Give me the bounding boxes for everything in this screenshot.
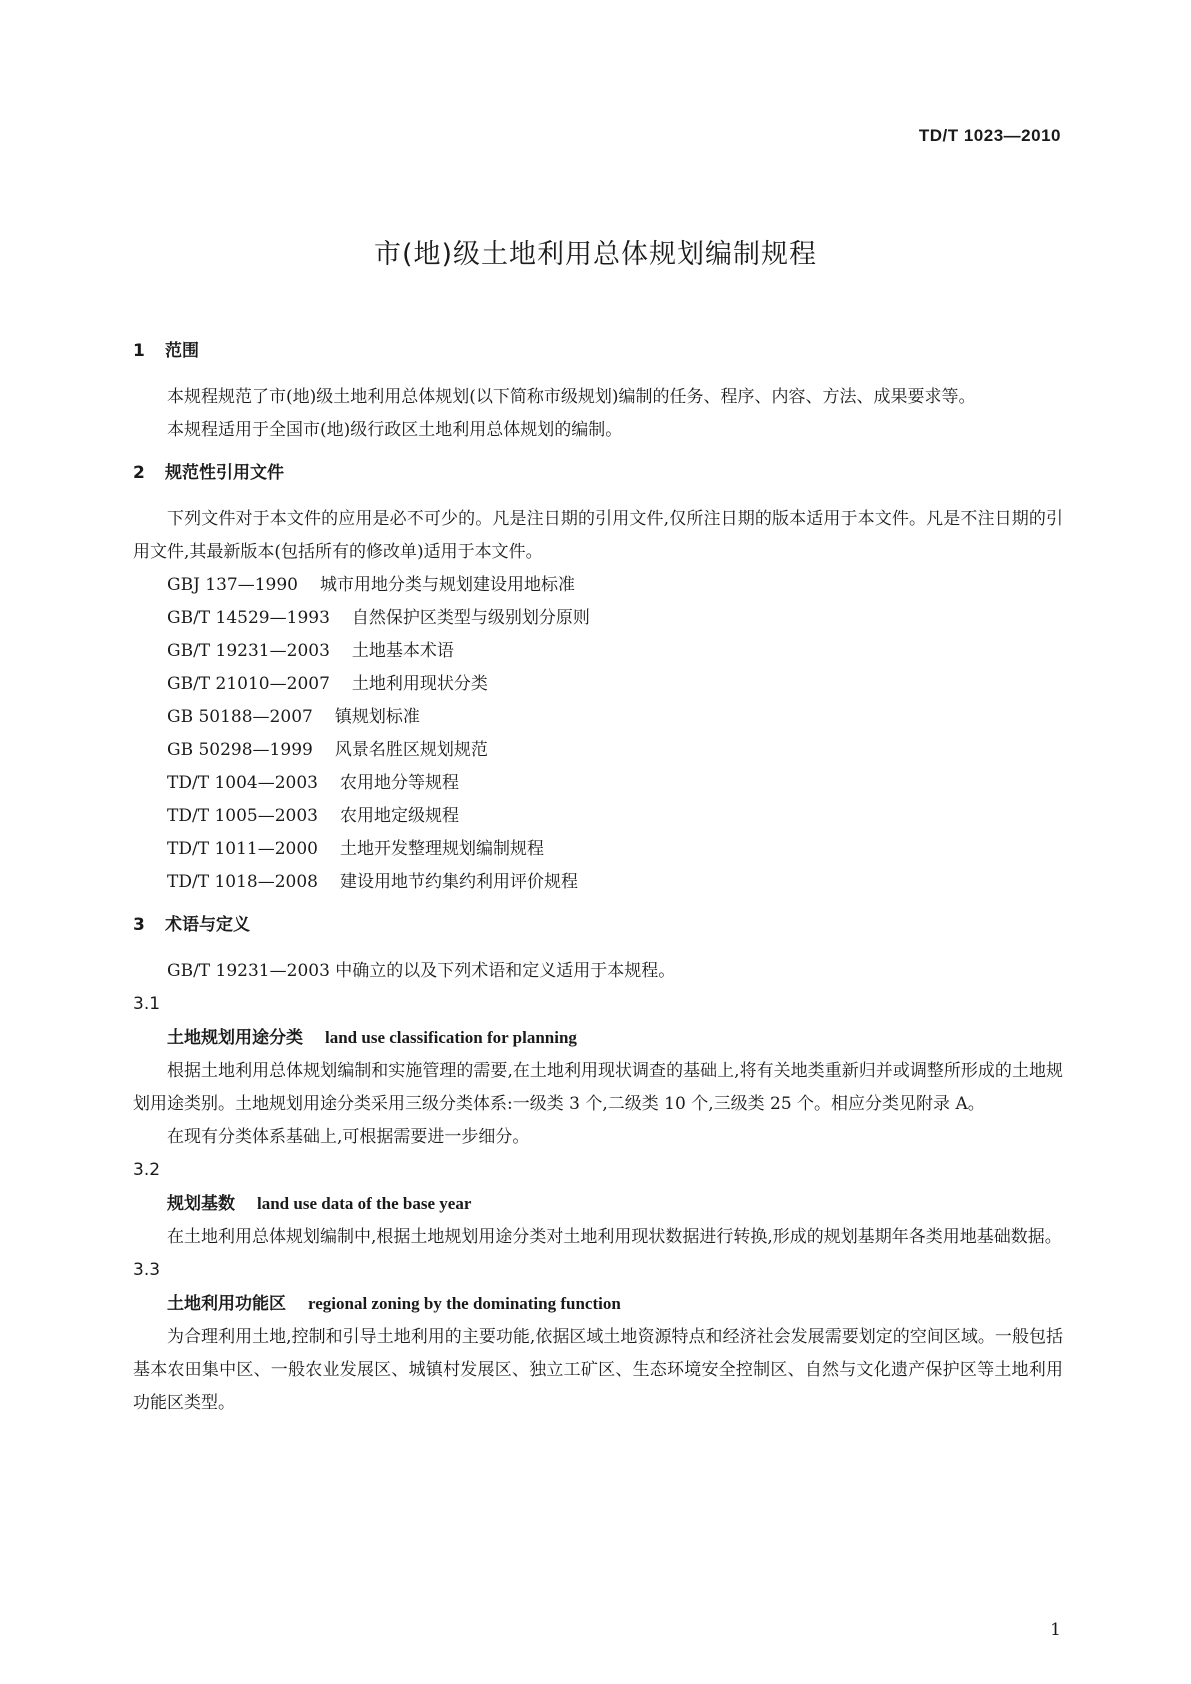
section-heading bbox=[133, 909, 1063, 941]
section-heading bbox=[133, 457, 1063, 489]
paragraph: 根据土地利用总体规划编制和实施管理的需要,在土地利用现状调查的基础上,将有关地类重新归并或调整所形成的土地规划用途类别。土地规划用途分类采用三级分类体系:一级类 3 个,二级类 10 个,三级类 25 个。相应分类见附录 A。 bbox=[133, 1061, 1063, 1114]
term-heading bbox=[133, 1287, 1063, 1321]
document-title: 市(地)级土地利用总体规划编制规程 bbox=[373, 239, 818, 270]
reference-title: 土地基本术语 bbox=[351, 641, 454, 661]
reference-code: GB 50188—2007 bbox=[167, 707, 313, 727]
reference-item bbox=[133, 833, 1063, 866]
document-body bbox=[133, 335, 1063, 1420]
reference-title: 建设用地节约集约利用评价规程 bbox=[339, 872, 578, 892]
term-entry bbox=[133, 1254, 1063, 1420]
reference-title: 城市用地分类与规划建设用地标准 bbox=[320, 575, 576, 595]
reference-code: TD/T 1004—2003 bbox=[167, 773, 318, 793]
reference-title: 镇规划标准 bbox=[334, 707, 420, 727]
reference-code: TD/T 1018—2008 bbox=[167, 872, 318, 892]
section-scope bbox=[133, 335, 1063, 447]
term-heading bbox=[133, 1021, 1063, 1055]
reference-item bbox=[133, 800, 1063, 833]
reference-title: 风景名胜区规划规范 bbox=[334, 740, 488, 760]
reference-title: 农用地分等规程 bbox=[339, 773, 459, 793]
paragraph: 在土地利用总体规划编制中,根据土地规划用途分类对土地利用现状数据进行转换,形成的规划基期年各类用地基础数据。 bbox=[167, 1227, 1062, 1247]
reference-code: GB/T 21010—2007 bbox=[167, 674, 330, 694]
paragraph: 本规程适用于全国市(地)级行政区土地利用总体规划的编制。 bbox=[167, 420, 623, 440]
term-number: 3.1 bbox=[133, 994, 161, 1014]
term-entry bbox=[133, 988, 1063, 1154]
paragraph: 为合理利用土地,控制和引导土地利用的主要功能,依据区域土地资源特点和经济社会发展需要划定的空间区域。一般包括基本农田集中区、一般农业发展区、城镇村发展区、独立工矿区、生态环境安全控制区、自然与文化遗产保护区等土地利用功能区类型。 bbox=[133, 1327, 1063, 1413]
reference-title: 土地开发整理规划编制规程 bbox=[339, 839, 544, 859]
reference-code: TD/T 1011—2000 bbox=[167, 839, 318, 859]
paragraph: GB/T 19231—2003 中确立的以及下列术语和定义适用于本规程。 bbox=[167, 961, 676, 981]
term-chinese: 土地利用功能区 bbox=[167, 1294, 286, 1314]
term-english: regional zoning by the dominating function bbox=[308, 1294, 621, 1313]
reference-code: GB/T 19231—2003 bbox=[167, 641, 330, 661]
reference-item bbox=[133, 602, 1063, 635]
section-heading bbox=[133, 335, 1063, 367]
term-heading bbox=[133, 1187, 1063, 1221]
reference-title: 农用地定级规程 bbox=[339, 806, 459, 826]
reference-item bbox=[133, 569, 1063, 602]
standard-code: TD/T 1023—2010 bbox=[918, 126, 1061, 145]
reference-item bbox=[133, 668, 1063, 701]
section-normative-references bbox=[133, 457, 1063, 899]
section-number: 2 bbox=[133, 463, 145, 483]
reference-code: GB/T 14529—1993 bbox=[167, 608, 330, 628]
section-number: 3 bbox=[133, 915, 145, 935]
term-english: land use classification for planning bbox=[325, 1028, 577, 1047]
section-title: 术语与定义 bbox=[165, 915, 250, 935]
reference-title: 土地利用现状分类 bbox=[351, 674, 488, 694]
paragraph: 下列文件对于本文件的应用是必不可少的。凡是注日期的引用文件,仅所注日期的版本适用于本文件。凡是不注日期的引用文件,其最新版本(包括所有的修改单)适用于本文件。 bbox=[133, 509, 1063, 562]
paragraph: 在现有分类体系基础上,可根据需要进一步细分。 bbox=[167, 1127, 530, 1147]
reference-item bbox=[133, 866, 1063, 899]
reference-item bbox=[133, 734, 1063, 767]
term-chinese: 土地规划用途分类 bbox=[167, 1028, 303, 1048]
term-english: land use data of the base year bbox=[257, 1194, 472, 1213]
reference-list bbox=[133, 569, 1063, 899]
term-number: 3.2 bbox=[133, 1160, 161, 1180]
section-title: 范围 bbox=[165, 341, 199, 361]
section-terms-and-definitions bbox=[133, 909, 1063, 1420]
reference-item bbox=[133, 635, 1063, 668]
reference-item bbox=[133, 767, 1063, 800]
section-title: 规范性引用文件 bbox=[165, 463, 284, 483]
reference-code: GBJ 137—1990 bbox=[167, 575, 299, 595]
term-number: 3.3 bbox=[133, 1260, 161, 1280]
section-number: 1 bbox=[133, 341, 145, 361]
reference-title: 自然保护区类型与级别划分原则 bbox=[351, 608, 590, 628]
reference-code: TD/T 1005—2003 bbox=[167, 806, 318, 826]
paragraph: 本规程规范了市(地)级土地利用总体规划(以下简称市级规划)编制的任务、程序、内容、方法、成果要求等。 bbox=[167, 387, 976, 407]
reference-item bbox=[133, 701, 1063, 734]
term-entry bbox=[133, 1154, 1063, 1254]
reference-code: GB 50298—1999 bbox=[167, 740, 313, 760]
page-number: 1 bbox=[1050, 1620, 1061, 1640]
term-chinese: 规划基数 bbox=[167, 1194, 235, 1214]
